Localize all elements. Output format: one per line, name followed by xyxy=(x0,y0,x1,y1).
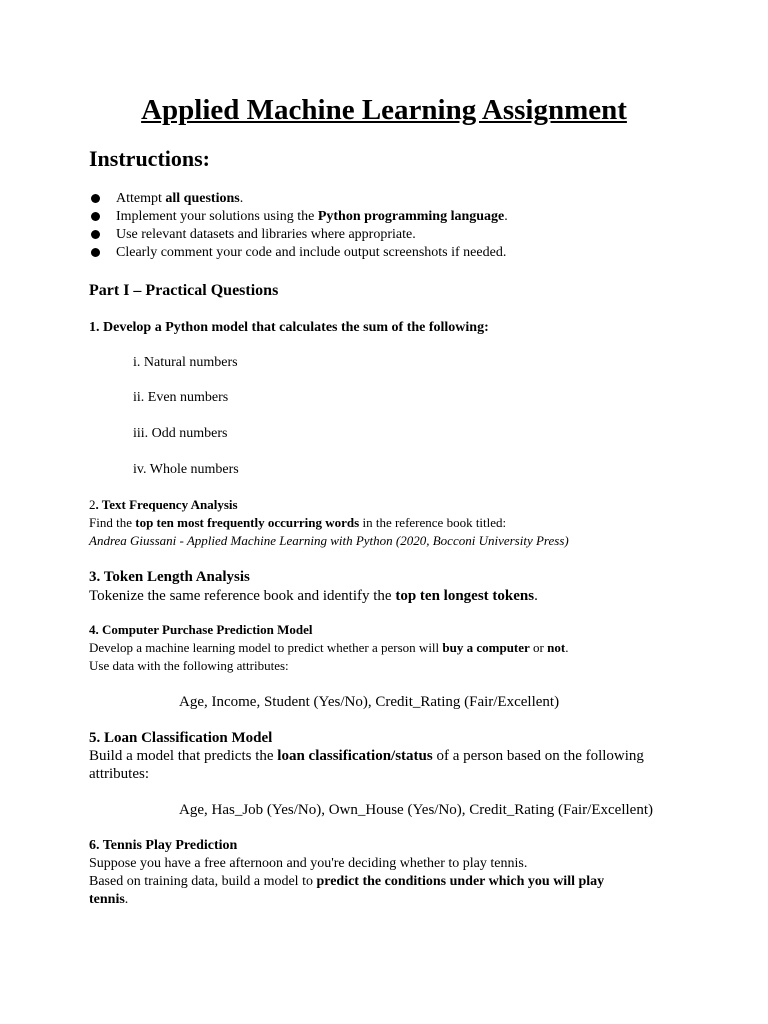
q5-title: 5. Loan Classification Model xyxy=(89,730,273,746)
q5-attributes: Age, Has_Job (Yes/No), Own_House (Yes/No), Credit_Rating (Fair/Excellent) xyxy=(179,802,653,818)
q3-title: 3. Token Length Analysis xyxy=(89,569,250,585)
q2-line1: Find the top ten most frequently occurring words in the reference book titled: xyxy=(89,515,507,530)
q3-line: Tokenize the same reference book and identify the top ten longest tokens. xyxy=(89,588,538,604)
bullet-icon xyxy=(91,194,100,203)
instruction-item: Attempt all questions. xyxy=(89,190,508,208)
q1-title: 1. Develop a Python model that calculates the sum of the following: xyxy=(89,320,489,335)
q4-title: 4. Computer Purchase Prediction Model xyxy=(89,622,313,637)
instructions-heading: Instructions: xyxy=(89,146,211,171)
instruction-item: Clearly comment your code and include output screenshots if needed. xyxy=(89,244,508,262)
instruction-item: Implement your solutions using the Python programming language. xyxy=(89,208,508,226)
bullet-icon xyxy=(91,248,100,257)
q5-line1: Build a model that predicts the loan classification/status of a person based on the following xyxy=(89,748,644,764)
q4-line2: Use data with the following attributes: xyxy=(89,658,289,673)
q6-title: 6. Tennis Play Prediction xyxy=(89,838,238,853)
q1-item: i. Natural numbers xyxy=(133,355,238,370)
q1-item: iv. Whole numbers xyxy=(133,462,239,477)
instruction-item: Use relevant datasets and libraries where appropriate. xyxy=(89,226,508,244)
q6-line1: Suppose you have a free afternoon and you're deciding whether to play tennis. xyxy=(89,856,528,871)
q4-line1: Develop a machine learning model to predict whether a person will buy a computer or not. xyxy=(89,640,569,655)
q6-line2: Based on training data, build a model to predict the conditions under which you will play xyxy=(89,874,605,889)
document-title: Applied Machine Learning Assignment xyxy=(141,94,627,126)
q5-line2: attributes: xyxy=(89,766,149,782)
part1-heading: Part I – Practical Questions xyxy=(89,282,279,299)
q1-item: iii. Odd numbers xyxy=(133,426,228,441)
instructions-list xyxy=(89,190,508,262)
q4-attributes: Age, Income, Student (Yes/No), Credit_Rating (Fair/Excellent) xyxy=(179,694,560,710)
bullet-icon xyxy=(91,212,100,221)
bullet-icon xyxy=(91,230,100,239)
q6-line3: tennis. xyxy=(89,892,129,907)
q1-item: ii. Even numbers xyxy=(133,390,229,405)
q2-book-title: Andrea Giussani - Applied Machine Learning with Python (2020, Bocconi University Press) xyxy=(89,533,569,548)
q2-title: 2. Text Frequency Analysis xyxy=(89,497,238,512)
